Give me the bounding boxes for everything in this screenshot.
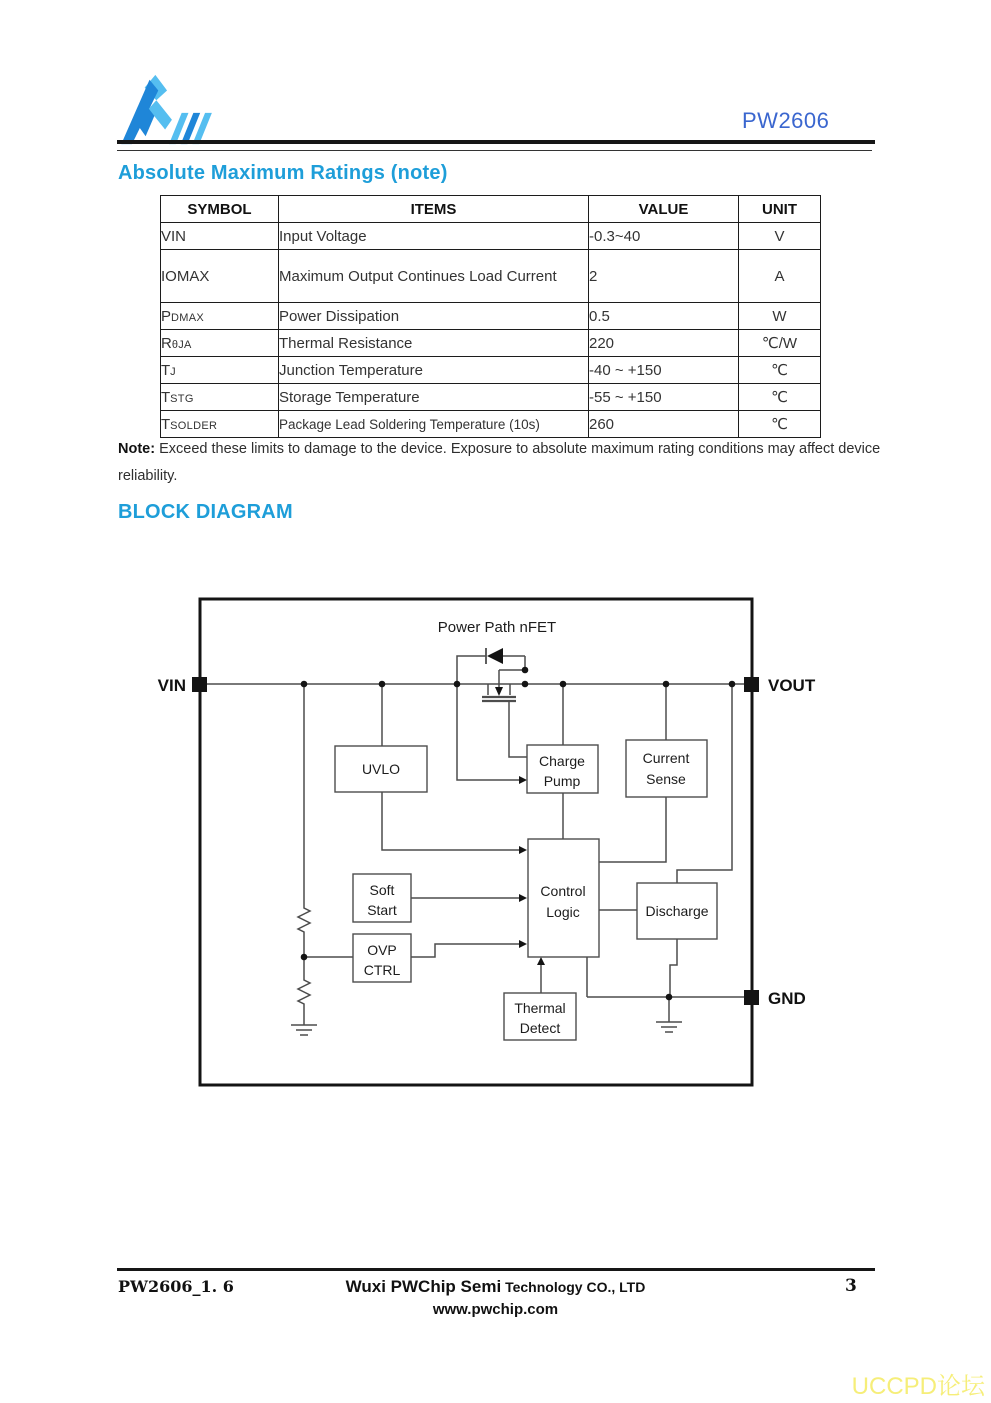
table-row	[161, 411, 821, 438]
abs-max-note	[118, 436, 908, 490]
unit: V	[739, 223, 821, 250]
svg-text:Detect: Detect	[519, 1020, 561, 1036]
table-header-row	[161, 196, 821, 223]
items: Maximum Output Continues Load Current	[279, 250, 589, 303]
uvlo-label: UVLO	[361, 761, 401, 777]
header-divider	[117, 140, 875, 144]
current-sense-block	[626, 740, 707, 797]
vin-label: VIN	[157, 676, 186, 695]
soft-start-label: Soft	[369, 882, 395, 898]
vout-pin	[744, 677, 759, 692]
body-diode-icon	[487, 648, 503, 664]
section-title-block-diagram: BLOCK DIAGRAM	[118, 501, 293, 523]
power-path-label: Power Path nFET	[437, 619, 557, 636]
symbol: VIN	[161, 227, 187, 245]
items: Thermal Resistance	[279, 330, 589, 357]
footer-website: www.pwchip.com	[432, 1301, 559, 1318]
value: -40 ~ +150	[589, 357, 739, 384]
value: 260	[589, 411, 739, 438]
symbol: T	[161, 361, 171, 379]
symbol: P	[161, 307, 172, 325]
value: -0.3~40	[589, 223, 739, 250]
col-header-value: VALUE	[589, 196, 739, 223]
symbol-subscript: SOLDER	[170, 419, 218, 432]
block-diagram	[150, 560, 850, 1120]
ovp-ctrl-label: OVP	[367, 942, 397, 958]
items: Junction Temperature	[279, 357, 589, 384]
col-header-items: ITEMS	[279, 196, 589, 223]
table-row	[161, 384, 821, 411]
footer-company: Wuxi PWChip Semi Technology CO., LTD	[345, 1277, 646, 1296]
items: Storage Temperature	[279, 384, 589, 411]
unit: A	[739, 250, 821, 303]
items: Package Lead Soldering Temperature (10s)	[279, 411, 589, 438]
items: Input Voltage	[279, 223, 589, 250]
unit: ℃	[739, 357, 821, 384]
section-title-abs-max: Absolute Maximum Ratings (note)	[118, 162, 448, 184]
symbol: T	[161, 388, 171, 406]
symbol-subscript: STG	[170, 392, 194, 405]
symbol-subscript: J	[170, 365, 176, 378]
header-divider-thin	[117, 150, 872, 151]
unit: ℃	[739, 411, 821, 438]
table-row	[161, 250, 821, 303]
wires	[206, 648, 744, 1035]
svg-text:Logic: Logic	[546, 904, 580, 920]
col-header-unit: UNIT	[739, 196, 821, 223]
svg-text:Sense: Sense	[646, 771, 686, 787]
symbol: R	[161, 334, 172, 352]
product-code: PW2606	[742, 108, 830, 133]
unit: ℃/W	[739, 330, 821, 357]
abs-max-table	[160, 195, 821, 438]
thermal-detect-label: Thermal	[514, 1000, 566, 1016]
note-label: Note:	[118, 441, 156, 457]
footer-page-number: 3	[845, 1276, 857, 1296]
table-row	[161, 223, 821, 250]
current-sense-label: Current	[642, 750, 690, 766]
svg-text:Pump: Pump	[543, 773, 581, 789]
value: -55 ~ +150	[589, 384, 739, 411]
svg-text:CTRL: CTRL	[363, 962, 401, 978]
symbol-subscript: θJA	[171, 338, 192, 351]
unit: W	[739, 303, 821, 330]
value: 2	[589, 250, 739, 303]
col-header-symbol: SYMBOL	[161, 196, 279, 223]
unit: ℃	[739, 384, 821, 411]
forum-watermark: UCCPD论坛	[851, 1373, 985, 1400]
gnd-label: GND	[768, 989, 806, 1008]
vin-pin	[192, 677, 207, 692]
control-logic-label: Control	[540, 883, 586, 899]
items: Power Dissipation	[279, 303, 589, 330]
svg-text:Start: Start	[367, 902, 397, 918]
note-text: Exceed these limits to damage to the device. Exposure to absolute maximum rating conditions may affect device reliability.	[118, 441, 881, 484]
symbol: IOMAX	[161, 267, 210, 285]
footer-divider	[117, 1268, 875, 1271]
table-row	[161, 357, 821, 384]
value: 220	[589, 330, 739, 357]
table-row	[161, 303, 821, 330]
charge-pump-label: Charge	[539, 753, 585, 769]
gnd-pin	[744, 990, 759, 1005]
discharge-label: Discharge	[645, 903, 709, 919]
value: 0.5	[589, 303, 739, 330]
gate-arrow-icon	[495, 687, 503, 696]
symbol: T	[161, 415, 171, 433]
vout-label: VOUT	[768, 676, 816, 695]
symbol-subscript: DMAX	[171, 311, 204, 324]
table-row	[161, 330, 821, 357]
footer-doc-ref: PW2606_1. 6	[118, 1277, 234, 1296]
